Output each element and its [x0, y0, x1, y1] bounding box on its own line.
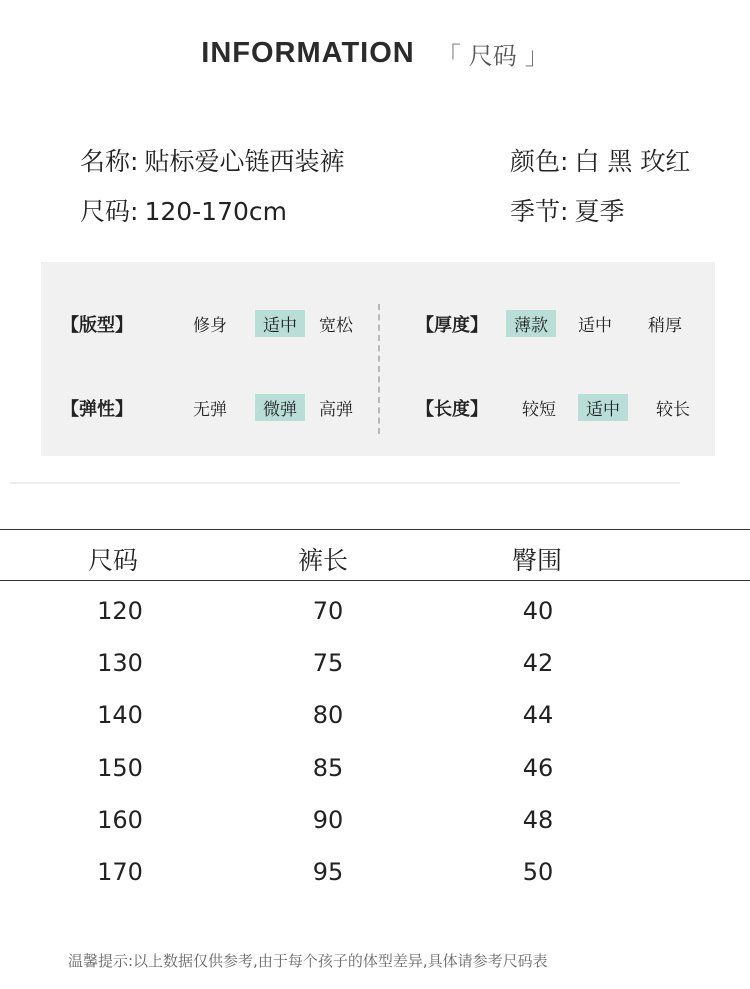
table-header-hip: 臀围: [512, 546, 563, 575]
section-divider: [10, 482, 680, 484]
attr-thickness: [416, 310, 690, 337]
attr-fit-opt-2: 宽松: [319, 316, 353, 336]
attr-thickness-opt-2: 稍厚: [648, 316, 682, 336]
attr-elastic-opt-2: 高弹: [319, 400, 353, 420]
info-name: [80, 142, 344, 178]
attr-fit: [61, 310, 361, 337]
table-cell: 160: [97, 806, 143, 834]
info-size: [80, 192, 287, 228]
table-cell: 120: [97, 597, 143, 625]
table-cell: 150: [97, 754, 143, 782]
attribute-panel: [41, 262, 715, 456]
attr-thickness-opt-1: 适中: [578, 316, 612, 336]
attr-length-opt-2: 较长: [656, 400, 690, 420]
table-cell: 48: [522, 806, 554, 834]
attr-elastic-opt-1: 微弹: [255, 394, 305, 421]
table-cell: 95: [312, 858, 344, 886]
season-label: 季节:: [510, 197, 569, 226]
attr-fit-opt-0: 修身: [193, 316, 227, 336]
header-title-cn-group: [437, 36, 549, 71]
color-value: 白 黑 玫红: [574, 147, 691, 176]
attr-length-opt-0: 较短: [522, 400, 556, 420]
table-header-rule: [0, 580, 750, 581]
footer-note: 温馨提示:以上数据仅供参考,由于每个孩子的体型差异,具体请参考尺码表: [68, 952, 548, 970]
info-color: [510, 142, 690, 178]
table-cell: 46: [522, 754, 554, 782]
attr-elastic: [61, 394, 361, 421]
attr-thickness-opt-0: 薄款: [506, 310, 556, 337]
table-header-size: 尺码: [88, 546, 139, 575]
page-header: [0, 36, 750, 71]
table-cell: 42: [522, 649, 554, 677]
table-cell: 170: [97, 858, 143, 886]
name-label: 名称:: [80, 147, 139, 176]
info-season: [510, 192, 624, 228]
bracket-left: 「: [436, 42, 461, 70]
attribute-divider: [378, 304, 380, 434]
name-value: 贴标爱心链西装裤: [144, 147, 345, 176]
size-value: 120-170cm: [144, 197, 287, 226]
season-value: 夏季: [574, 197, 625, 226]
attr-elastic-label: 【弹性】: [61, 398, 133, 420]
table-cell: 85: [312, 754, 344, 782]
color-label: 颜色:: [510, 147, 569, 176]
table-cell: 130: [97, 649, 143, 677]
table-cell: 140: [97, 701, 143, 729]
table-cell: 44: [522, 701, 554, 729]
table-header-length: 裤长: [298, 546, 349, 575]
table-cell: 50: [522, 858, 554, 886]
table-cell: 75: [312, 649, 344, 677]
attr-length-opt-1: 适中: [578, 394, 628, 421]
header-title-cn: 尺码: [468, 42, 517, 70]
table-cell: 40: [522, 597, 554, 625]
attr-length: [416, 394, 698, 421]
size-label: 尺码:: [80, 197, 139, 226]
table-cell: 70: [312, 597, 344, 625]
attr-fit-opt-1: 适中: [255, 310, 305, 337]
attr-length-label: 【长度】: [416, 398, 488, 420]
table-cell: 80: [312, 701, 344, 729]
attr-fit-label: 【版型】: [61, 314, 133, 336]
header-title-en: INFORMATION: [201, 37, 415, 69]
table-cell: 90: [312, 806, 344, 834]
table-top-rule: [0, 529, 750, 530]
attr-elastic-opt-0: 无弹: [193, 400, 227, 420]
attr-thickness-label: 【厚度】: [416, 314, 488, 336]
bracket-right: 」: [524, 42, 549, 70]
